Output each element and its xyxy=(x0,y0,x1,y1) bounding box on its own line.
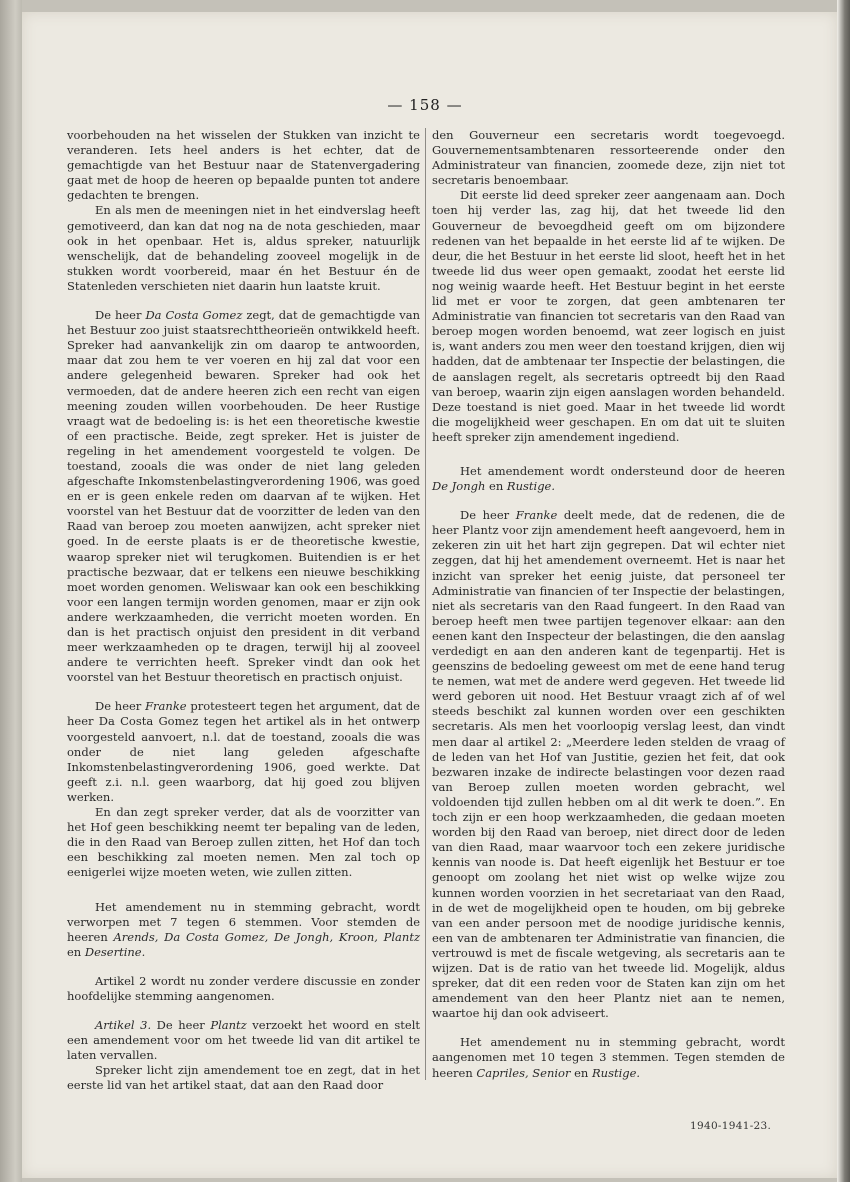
column-divider xyxy=(425,128,426,1080)
right-column xyxy=(432,128,785,1081)
vote-paragraph: Het amendement nu in stemming gebracht, wordt aangenomen met 10 tegen 3 stemmen. Tegen stemden de heeren Capriles, Senior en Rustige. xyxy=(432,1035,785,1080)
vote-paragraph: Het amendement nu in stemming gebracht, wordt verworpen met 7 tegen 6 stemmen. Voor stemden de heeren Arends, Da Costa Gomez, De Jongh, Kroon, Plantz en Desertine. xyxy=(67,899,420,959)
paragraph: De heer Franke deelt mede, dat de redenen, die de heer Plantz voor zijn amendement heeft aangevoerd, hem in zekeren zin uit het hart zijn gegrepen. Dat wil echter niet zeggen, dat hij het amendement overneemt. Het is naar het inzicht van spreker het eenig juiste, dat personeel ter Administratie van financien of ter Inspectie der belastingen, niet als secretaris van den Raad fungeert. In den Raad van beroep heeft men twee partijen tegenover elkaar: aan den eenen kant den Inspecteur der belastingen, die den aanslag verdedigt en aan den anderen kant de tegenpartij. Het is geenszins de bedoeling geweest om met de eene hand terug te nemen, wat met de andere werd gegeven. Het tweede lid werd geboren uit nood. Het Bestuur vraagt zich af of wel steeds beschikt zal kunnen worden over een geschikten secretaris. Als men het voorloopig verslag leest, dan vindt men daar al artikel 2: „Meerdere leden stelden de vraag of de leden van het Hof van Justitie, gezien het feit, dat ook bezwaren inzake de indirecte belastingen voor dezen raad van Beroep zullen moeten worden gebracht, wel voldoenden tijd zullen hebben om al dit werk te doen.”. En toch zijn er een hoop werkzaamheden, die gedaan moeten worden bij den Raad van beroep, niet direct door de leden van dien Raad, maar waarvoor toch een zekere juridische kennis van noode is. Dat heeft eigenlijk het Bestuur er toe genoopt om zoolang het niet wist op welke wijze zou kunnen worden voorzien in het secretariaat van den Raad, in de wet de mogelijkheid open te houden, om bij gebreke van een ander persoon met de noodige juridische kennis, een van de ambtenaren ter Administratie van financien, die vertrouwd is met de fiscale wetgeving, als secretaris aan te wijzen. Dat is de ratio van het tweede lid. Mogelijk, aldus spreker, dat dit een reden voor de Staten kan zijn om het amendement van den heer Plantz niet aan te nemen, waartoe hij dan ook adviseert. xyxy=(432,508,785,1021)
paragraph: Het amendement wordt ondersteund door de heeren De Jongh en Rustige. xyxy=(432,463,785,494)
paragraph: Dit eerste lid deed spreker zeer aangenaam aan. Doch toen hij verder las, zag hij, dat het tweede lid den Gouverneur de bevoegdheid geeft om om bijzondere redenen van het bepaalde in het eerste lid af te wijken. De deur, die het Bestuur in het eerste lid sloot, heeft het in het tweede lid dus weer open gemaakt, zoodat het eerste lid nog weinig waarde heeft. Het Bestuur begint in het eerste lid met er voor te zorgen, dat geen ambtenaren ter Administratie van financien tot secretaris van den Raad van beroep mogen worden benoemd, wat zeer logisch en juist is, want anders zou men weer den toestand krijgen, dien wij hadden, dat de ambtenaar ter Inspectie der belastingen, die de aanslagen regelt, als secretaris optreedt bij den Raad van beroep, waarin zijn eigen aanslagen worden behandeld. Deze toestand is niet goed. Maar in het tweede lid wordt die mogelijkheid weer geschapen. En om dat uit te sluiten heeft spreker zijn amendement ingediend. xyxy=(432,188,785,444)
page-number: — 158 — xyxy=(387,96,463,114)
paragraph: voorbehouden na het wisselen der Stukken van inzicht te veranderen. Iets heel anders is het echter, dat de gemachtigde van het Bestuur naar de Statenvergadering gaat met de hoop de heeren op bepaalde punten tot andere gedachten te brengen. xyxy=(67,128,420,203)
paragraph: Spreker licht zijn amendement toe en zegt, dat in het eerste lid van het artikel staat, dat aan den Raad door xyxy=(67,1063,420,1093)
page-edge-shadow xyxy=(837,0,850,1182)
footer-reference: 1940-1941-23. xyxy=(690,1120,772,1132)
binding-edge xyxy=(0,0,22,1182)
left-column xyxy=(67,128,420,1094)
paragraph: De heer Franke protesteert tegen het argument, dat de heer Da Costa Gomez tegen het artikel als in het ontwerp voorgesteld aanvoert, n.l. dat de toestand, zooals die was onder de niet lang geleden afgeschafte Inkomstenbelastingverordening 1906, goed werkte. Dat geeft z.i. n.l. geen waarborg, dat hij goed zou blijven werken. xyxy=(67,699,420,804)
speaker-name: Plantz xyxy=(210,1018,247,1033)
speaker-name: Da Costa Gomez xyxy=(145,308,243,323)
article-label: Artikel 3. xyxy=(95,1018,152,1033)
paragraph: De heer Da Costa Gomez zegt, dat de gemachtigde van het Bestuur zoo juist staatsrechttheorieën ontwikkeld heeft. Spreker had aanvankelijk zin om daarop te antwoorden, maar dat zou hem te ver voeren en hij zal dat voor een andere gelegenheid bewaren. Spreker had ook het vermoeden, dat de andere heeren zich een recht van eigen meening zouden willen voorbehouden. De heer Rustige vraagt wat de bedoeling is: is het een theoretische kwestie of een practische. Beide, zegt spreker. Het is juister de regeling in het amendement voorgesteld te volgen. De toestand, zooals die was onder de niet lang geleden afgeschafte Inkomstenbelastingverordening 1906, was goed en er is geen enkele reden om daarvan af te wijken. Het voorstel van het Bestuur dat de voorzitter de leden van den Raad van beroep zou moeten aanwijzen, acht spreker niet goed. In de eerste plaats is er de theoretische kwestie, waarop spreker niet wil terugkomen. Buitendien is er het practische bezwaar, dat er telkens een nieuwe beschikking moet worden genomen. Weliswaar kan ook een beschikking voor een langen termijn worden genomen, maar er zijn ook andere werkzaamheden, die verricht moeten worden. En dan is het practisch onjuist den president in dit verband meer werkzaamheden op te dragen, terwijl hij al zooveel andere te verrichten heeft. Spreker vindt dan ook het voorstel van het Bestuur theoretisch en practisch onjuist. xyxy=(67,308,420,685)
paragraph: En dan zegt spreker verder, dat als de voorzitter van het Hof geen beschikking neemt ter bepaling van de leden, die in den Raad van Beroep zullen zitten, het Hof dan toch een beschikking zal moeten nemen. Men zal toch op eenigerlei wijze moeten weten, wie zullen zitten. xyxy=(67,805,420,880)
paragraph: den Gouverneur een secretaris wordt toegevoegd. Gouvernementsambtenaren ressorteerende onder den Administrateur van financien, zoomede deze, zijn niet tot secretaris benoembaar. xyxy=(432,128,785,188)
speaker-name: Franke xyxy=(515,508,558,523)
paragraph: Artikel 3. De heer Plantz verzoekt het woord en stelt een amendement voor om het tweede lid van dit artikel te laten vervallen. xyxy=(67,1018,420,1063)
speaker-name: Franke xyxy=(145,699,187,714)
paragraph: En als men de meeningen niet in het eindverslag heeft gemotiveerd, dan kan dat nog na de nota geschieden, maar ook in het openbaar. Het is, aldus spreker, natuurlijk wenschelijk, dat de behandeling zooveel mogelijk in de stukken wordt voorbereid, maar én het Bestuur én de Statenleden verschieten niet daarin hun laatste kruit. xyxy=(67,203,420,293)
paragraph: Artikel 2 wordt nu zonder verdere discussie en zonder hoofdelijke stemming aangenomen. xyxy=(67,973,420,1003)
